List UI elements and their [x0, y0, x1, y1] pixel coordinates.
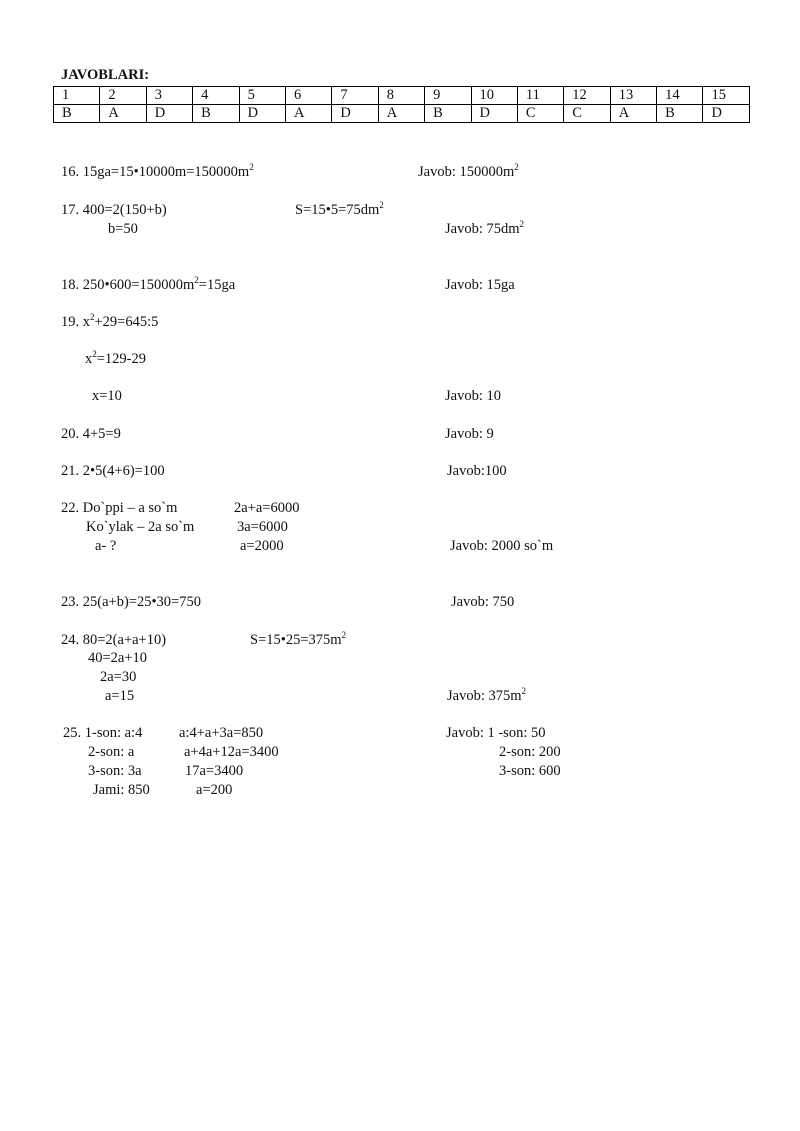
table-cell: D — [471, 105, 517, 123]
problem-16-answer: Javob: $150000m^2$ — [418, 162, 519, 180]
problem-17-equation: 17. 400=2(150+b) — [61, 202, 167, 218]
table-cell: B — [657, 105, 703, 123]
problem-22-equation-1: 2a+a=6000 — [234, 500, 300, 516]
answer-table — [53, 86, 750, 123]
page-title: JAVOBLARI: — [61, 67, 150, 83]
table-row-numbers — [54, 87, 750, 105]
table-cell: D — [146, 105, 192, 123]
problem-22-given-2: Ko`ylak – 2a so`m — [86, 519, 195, 535]
table-cell: 13 — [610, 87, 656, 105]
problem-25-equation-3: 17a=3400 — [185, 763, 244, 779]
problem-19-step: $x^2=129-29$ — [85, 349, 147, 367]
table-cell: D — [332, 105, 378, 123]
problem-24-result: a=15 — [105, 688, 135, 704]
problem-20-answer: Javob: 9 — [445, 426, 494, 442]
table-row-answers — [54, 105, 750, 123]
table-cell: 11 — [517, 87, 563, 105]
problem-25-given-2: 2-son: a — [88, 744, 135, 760]
problem-22-answer: Javob: 2000 so`m — [450, 538, 554, 554]
problem-19-equation: 19. $x^2+29=645:5$ — [61, 312, 159, 330]
table-cell: A — [285, 105, 331, 123]
table-cell: 15 — [703, 87, 750, 105]
problem-22-given-3: a- ? — [95, 538, 117, 554]
problem-24-step-1: 40=2a+10 — [88, 650, 148, 666]
table-cell: 12 — [564, 87, 610, 105]
table-cell: D — [703, 105, 750, 123]
problem-23-answer: Javob: 750 — [451, 594, 515, 610]
problem-25-equation-4: a=200 — [196, 782, 233, 798]
problem-23-solution: 23. 25(a+b)=25•30=750 — [61, 594, 201, 610]
problem-25-answer-3: 3-son: 600 — [499, 763, 561, 779]
problem-25-given-1: 25. 1-son: a:4 — [63, 725, 143, 741]
problem-25-equation-2: a+4a+12a=3400 — [184, 744, 279, 760]
table-cell: C — [517, 105, 563, 123]
problem-17-area: $S=15•5=75dm^2$ — [295, 200, 384, 218]
table-cell: 8 — [378, 87, 424, 105]
problem-20-solution: 20. 4+5=9 — [61, 426, 121, 442]
problem-25-answer-2: 2-son: 200 — [499, 744, 561, 760]
problem-24-answer: Javob: $375m^2$ — [447, 686, 527, 704]
problem-18-answer: Javob: 15ga — [445, 277, 515, 293]
table-cell: 14 — [657, 87, 703, 105]
problem-24-step-2: 2a=30 — [100, 669, 137, 685]
problem-21-answer: Javob:100 — [447, 463, 507, 479]
table-cell: 4 — [193, 87, 239, 105]
problem-25-given-3: 3-son: 3a — [88, 763, 142, 779]
problem-25-equation-1: a:4+a+3a=850 — [179, 725, 264, 741]
table-cell: D — [239, 105, 285, 123]
problem-21-solution: 21. 2•5(4+6)=100 — [61, 463, 165, 479]
table-cell: A — [610, 105, 656, 123]
table-cell: 9 — [425, 87, 471, 105]
problem-24-area: $S=15•25=375m^2$ — [250, 630, 347, 648]
table-cell: B — [54, 105, 100, 123]
table-cell: 7 — [332, 87, 378, 105]
problem-17-answer: Javob: $75dm^2$ — [445, 219, 525, 237]
table-cell: 1 — [54, 87, 100, 105]
problem-22-equation-3: a=2000 — [240, 538, 284, 554]
table-cell: 10 — [471, 87, 517, 105]
problem-22-equation-2: 3a=6000 — [237, 519, 288, 535]
table-cell: 2 — [100, 87, 146, 105]
problem-22-given-1: 22. Do`ppi – a so`m — [61, 500, 178, 516]
problem-25-answer-1: Javob: 1 -son: 50 — [446, 725, 546, 741]
problem-19-answer: Javob: 10 — [445, 388, 501, 404]
problem-17-result: b=50 — [108, 221, 138, 237]
table-cell: B — [193, 105, 239, 123]
problem-18-solution: 18. $250•600=150000m^2=15ga$ — [61, 275, 236, 293]
table-cell: A — [378, 105, 424, 123]
problem-24-equation: 24. 80=2(a+a+10) — [61, 632, 167, 648]
table-cell: 6 — [285, 87, 331, 105]
problem-25-given-4: Jami: 850 — [93, 782, 150, 798]
table-cell: 5 — [239, 87, 285, 105]
problem-19-result: x=10 — [92, 388, 122, 404]
table-cell: C — [564, 105, 610, 123]
problem-16-solution: 16. $15ga=15•10000m=150000m^2$ — [61, 162, 254, 180]
table-cell: 3 — [146, 87, 192, 105]
table-cell: B — [425, 105, 471, 123]
table-cell: A — [100, 105, 146, 123]
